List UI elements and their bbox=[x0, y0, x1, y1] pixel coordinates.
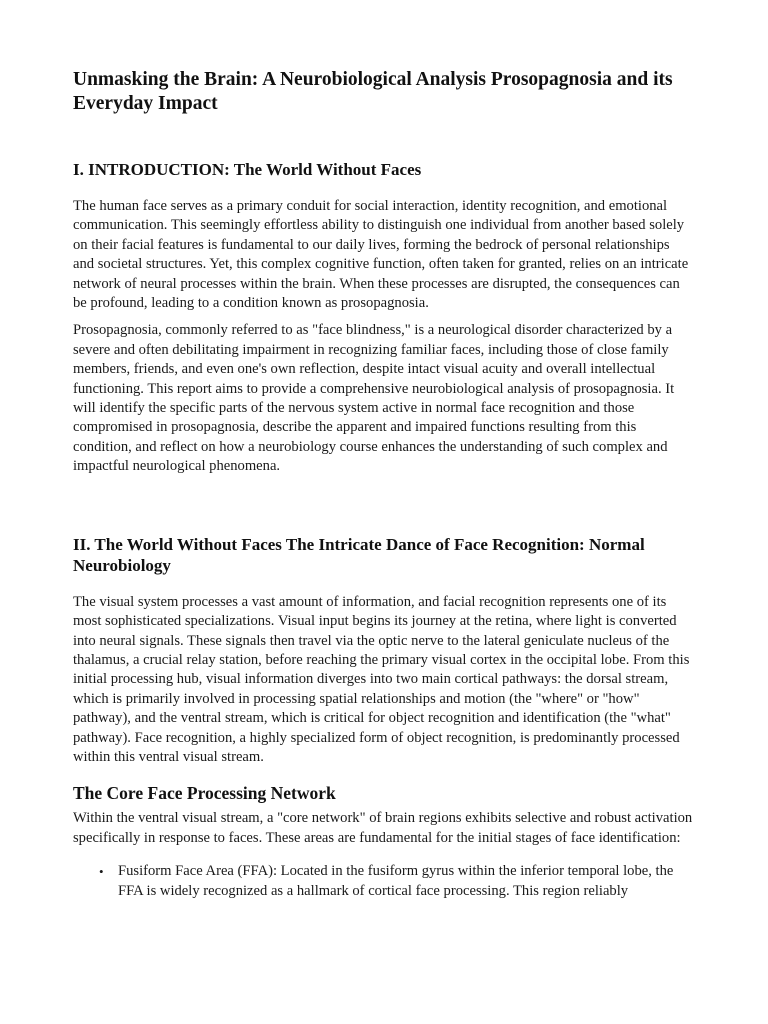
bullet-icon: • bbox=[99, 864, 104, 880]
core-network-paragraph: Within the ventral visual stream, a "core network" of brain regions exhibits selective and robust activation specifically in response to faces. These areas are fundamental for the initial stages of face identification: bbox=[73, 810, 693, 846]
document-page bbox=[73, 68, 693, 901]
list-item bbox=[73, 862, 693, 901]
intro-paragraph-2: Prosopagnosia, commonly referred to as "face blindness," is a neurological disorder characterized by a severe and often debilitating impairment in recognizing familiar faces, including those of close family members, friends, and even one's own reflection, despite intact visual acuity and overall intellectual functioning. This report aims to provide a comprehensive neurobiological analysis of prosopagnosia. It will identify the specific parts of the nervous system active in normal face recognition and those compromised in prosopagnosia, describe the apparent and impaired functions resulting from this condition, and reflect on how a neurobiology course enhances the understanding of such complex and impactful neurological phenomena. bbox=[73, 322, 675, 475]
list-item-text: Fusiform Face Area (FFA): Located in the fusiform gyrus within the inferior temporal lobe, the FFA is widely recognized as a hallmark of cortical face processing. This region reliably bbox=[118, 863, 674, 899]
document-title: Unmasking the Brain: A Neurobiological Analysis Prosopagnosia and its Everyday Impact bbox=[73, 69, 673, 114]
core-network-list bbox=[73, 862, 693, 901]
section-heading-normal-neurobiology: II. The World Without Faces The Intricate Dance of Face Recognition: Normal Neurobiology bbox=[73, 534, 645, 575]
intro-paragraph-1: The human face serves as a primary conduit for social interaction, identity recognition, and emotional communication. This seemingly effortless ability to distinguish one individual from another based solely on their facial features is fundamental to our daily lives, forming the bedrock of personal relationships and societal structures. Yet, this complex cognitive function, often taken for granted, relies on an intricate network of neural processes within the brain. When these processes are disrupted, the consequences can be profound, leading to a condition known as prosopagnosia. bbox=[73, 198, 689, 312]
subsection-heading-core-network: The Core Face Processing Network bbox=[73, 783, 336, 804]
section-heading-introduction: I. INTRODUCTION: The World Without Faces bbox=[73, 160, 422, 179]
neurobiology-paragraph-1: The visual system processes a vast amount of information, and facial recognition represents one of its most sophisticated specializations. Visual input begins its journey at the retina, where light is converted into neural signals. These signals then travel via the optic nerve to the lateral geniculate nucleus of the thalamus, a crucial relay station, before reaching the primary visual cortex in the occipital lobe. From this initial processing hub, visual information diverges into two main cortical pathways: the dorsal stream, which is primarily involved in processing spatial relationships and motion (the "where" or "how" pathway), and the ventral stream, which is critical for object recognition and identification (the "what" pathway). Face recognition, a highly specialized form of object recognition, is predominantly processed within this ventral visual stream. bbox=[73, 593, 690, 765]
